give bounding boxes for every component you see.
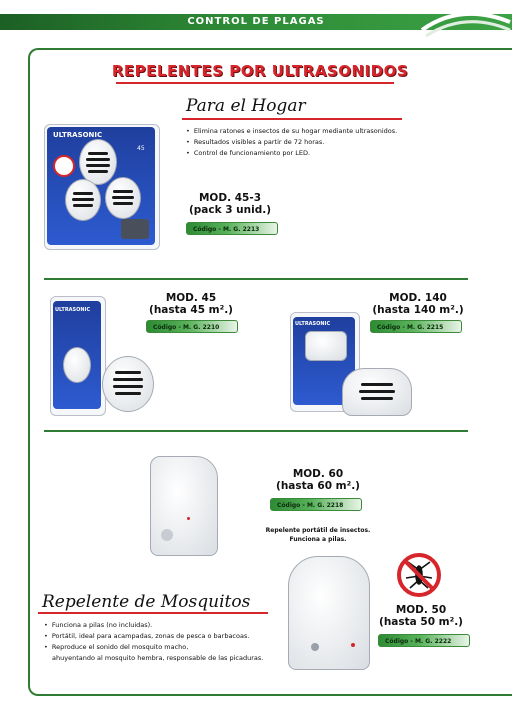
mod60-model: MOD. 60 (hasta 60 m².): [276, 468, 360, 492]
mosquitos-bullet-continuation: ahuyentando al mosquito hembra, responsable de las picaduras.: [52, 654, 264, 662]
mod50-model: MOD. 50 (hasta 50 m².): [379, 604, 463, 628]
mod140-code: Código - M. G. 2215: [370, 320, 462, 333]
mosquitos-bullets: [44, 620, 294, 653]
mod45-model: MOD. 45 (hasta 45 m².): [149, 292, 233, 316]
pack-brand: ULTRASONIC: [53, 131, 103, 139]
no-mosquito-icon: [396, 552, 442, 598]
list-item: • Reproduce el sonido del mosquito macho,: [44, 642, 294, 653]
mod60-device-image: [150, 456, 218, 556]
list-item: • Funciona a pilas (no incluidas).: [44, 620, 294, 631]
mod140-model: MOD. 140 (hasta 140 m².): [372, 292, 464, 316]
list-item: • Portátil, ideal para acampadas, zonas de pesca o barbacoas.: [44, 631, 294, 642]
section-title: CONTROL DE PLAGAS: [187, 16, 325, 27]
mod45-3-code: Código - M. G. 2213: [186, 222, 278, 235]
list-item: • Elimina ratones e insectos de su hogar mediante ultrasonidos.: [186, 126, 446, 137]
mosquitos-heading: Repelente de Mosquitos: [42, 592, 251, 612]
section-divider: [44, 430, 468, 432]
wave-logo: [420, 6, 512, 40]
list-item: • Resultados visibles a partir de 72 horas.: [186, 137, 446, 148]
mod60-code: Código - M. G. 2218: [270, 498, 362, 511]
mod50-code: Código - M. G. 2222: [378, 634, 470, 647]
pack-model: 45: [137, 145, 145, 152]
hogar-underline: [182, 118, 402, 120]
section-divider: [44, 278, 468, 280]
page-title: REPELENTES POR ULTRASONIDOS: [111, 62, 409, 80]
mod50-device-image: [288, 556, 370, 670]
mod45-3-pack-image: [44, 124, 160, 250]
list-item: • Control de funcionamiento por LED.: [186, 148, 446, 159]
title-underline: [116, 82, 394, 84]
pack-brand: ULTRASONIC: [55, 307, 91, 313]
hogar-bullets: [186, 126, 446, 159]
mod140-device-image: [342, 368, 412, 416]
mod60-note: Repelente portátil de insectos. Funciona a pilas.: [265, 527, 371, 543]
mod45-3-model: MOD. 45-3 (pack 3 unid.): [188, 192, 272, 216]
mosquitos-underline: [38, 612, 268, 614]
hogar-heading: Para el Hogar: [186, 96, 306, 116]
mod45-pack-image: [50, 296, 106, 416]
mod45-code: Código - M. G. 2210: [146, 320, 238, 333]
mod45-device-image: [102, 356, 154, 412]
pack-brand: ULTRASONIC: [295, 321, 331, 327]
